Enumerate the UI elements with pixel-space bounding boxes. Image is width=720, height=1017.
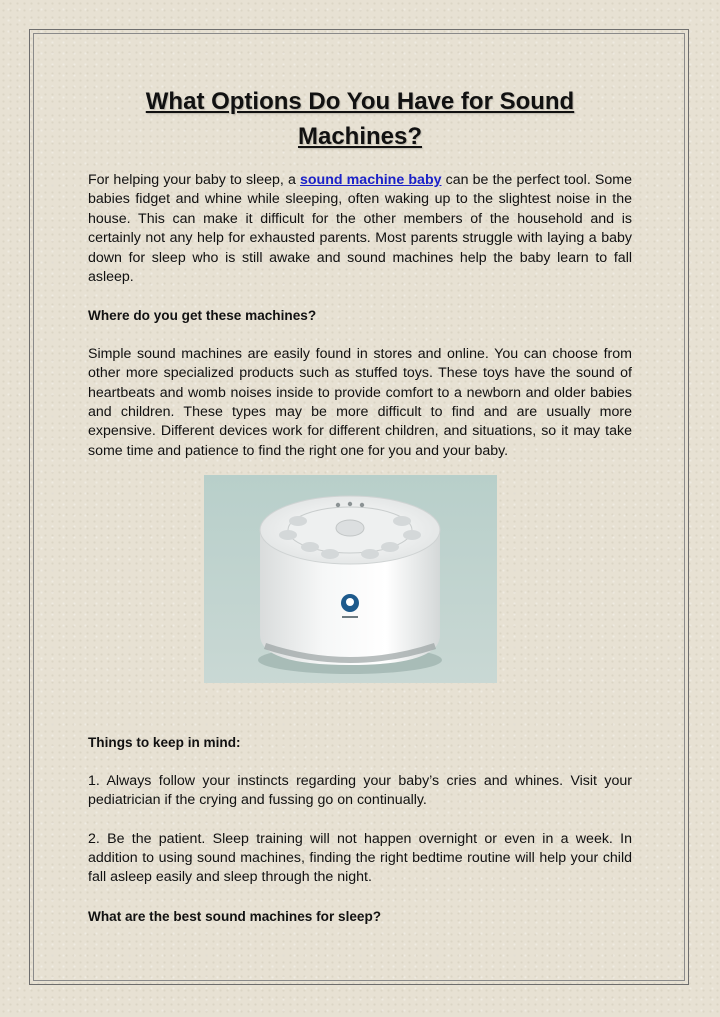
tip-1: 1. Always follow your instincts regarding your baby’s cries and whines. Visit your pediatrician if the crying and fussing go on continually. <box>88 772 632 809</box>
heading-best-sound-machines: What are the best sound machines for sleep? <box>88 908 382 924</box>
sound-machine-photo <box>204 475 497 683</box>
sound-machine-baby-link[interactable]: sound machine baby <box>299 172 442 188</box>
paragraph-where: Simple sound machines are easily found in stores and online. You can choose from other more specialized products such as stuffed toys. These toys have the sound of heartbeats and womb noises inside to provide comfort to a newborn and older babies and children. These types may be more difficult to find and are usually more expensive. Different devices work for different children, and situations, so it may take some time and patience to find the right one for you and your baby. <box>88 345 632 459</box>
heading-things-to-keep-in-mind: Things to keep in mind: <box>88 735 241 751</box>
intro-text-start: For helping your baby to sleep, a <box>88 172 300 188</box>
tip-2: 2. Be the patient. Sleep training will not happen overnight or even in a week. In addition to using sound machines, finding the right bedtime routine will help your child fall asleep easily and sleep through the night. <box>88 830 632 886</box>
heading-where: Where do you get these machines? <box>88 308 317 324</box>
intro-text-end: can be the perfect tool. Some babies fidget and whine while sleeping, often waking up to the slightest noise in the house. This can make it difficult for the other members of the household and is certainly not any help for exhausted parents. Most parents struggle with laying a baby down for sleep who is still awake and sound machines help the baby learn to fall asleep. <box>88 172 632 286</box>
intro-paragraph <box>88 171 632 287</box>
sound-machine-illustration <box>204 475 497 683</box>
article-title: What Options Do You Have for Sound Machines? <box>145 88 575 150</box>
